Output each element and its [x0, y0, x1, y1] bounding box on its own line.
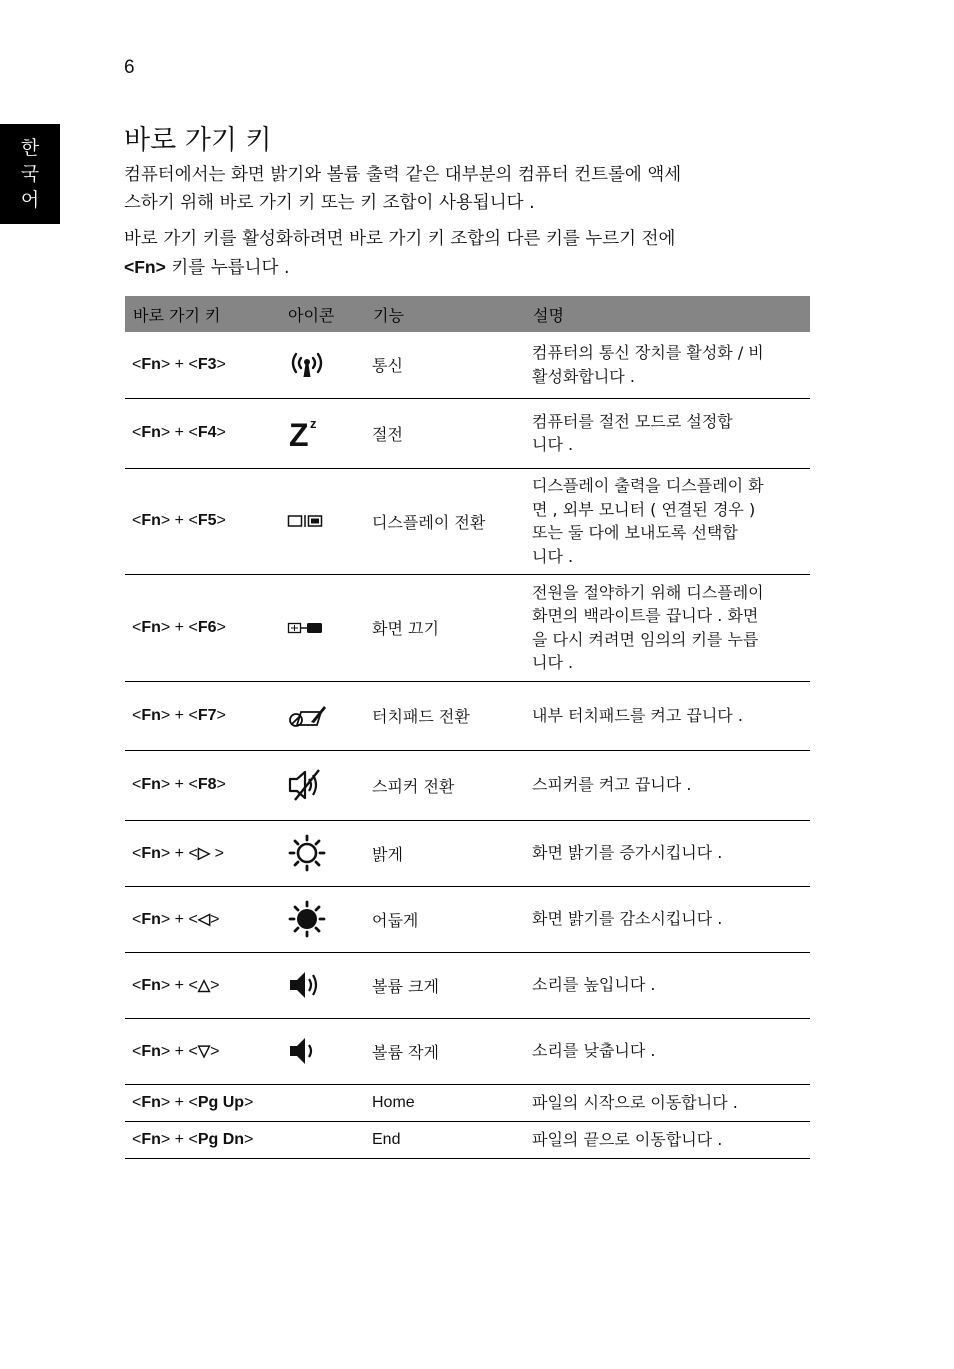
- intro-line: 스하기 위해 바로 가기 키 또는 키 조합이 사용됩니다 .: [124, 193, 535, 213]
- key-bracket: <: [132, 618, 142, 636]
- description-cell: [525, 398, 810, 468]
- function-cell: 통신: [372, 356, 403, 376]
- description-cell: [525, 1121, 810, 1158]
- key-fn: Fn: [141, 355, 161, 373]
- key-second: F8: [197, 776, 217, 793]
- key-bracket: >: [216, 424, 226, 441]
- intro-line: [124, 253, 814, 282]
- display-toggle-icon: [287, 513, 365, 529]
- touchpad-toggle-icon: [287, 702, 365, 730]
- table-row: [125, 332, 810, 398]
- key-separator: > + <: [160, 977, 198, 994]
- key-fn: Fn: [141, 776, 161, 793]
- wireless-communication-icon: [287, 349, 365, 381]
- description-line: 활성화합니다 .: [532, 366, 635, 386]
- description-line: 니다 .: [532, 435, 574, 454]
- key-second: F5: [197, 512, 217, 529]
- hotkey-cell: [125, 332, 280, 398]
- key-bracket: >: [216, 512, 226, 529]
- key-separator: > + <: [160, 618, 198, 636]
- description-line: 소리를 높입니다 .: [532, 975, 656, 995]
- intro-paragraph-1: [124, 161, 814, 217]
- key-fn: Fn: [141, 1043, 161, 1060]
- svg-text:Z: Z: [289, 417, 309, 451]
- function-cell: 절전: [372, 424, 403, 444]
- function-cell: Home: [372, 1093, 415, 1111]
- key-bracket: >: [210, 977, 220, 994]
- function-cell: 어둡게: [372, 910, 419, 930]
- key-bracket: >: [216, 776, 226, 793]
- description-cell: [525, 1018, 810, 1084]
- key-fn: Fn: [141, 845, 161, 862]
- language-tab: [0, 124, 60, 224]
- icon-cell: [280, 1121, 365, 1158]
- icon-cell: [280, 952, 365, 1018]
- table-row: [125, 1018, 810, 1084]
- key-fn: Fn: [141, 977, 161, 994]
- hotkey-cell: [125, 750, 280, 820]
- header-icon: 아이콘: [288, 305, 335, 325]
- hotkey-cell: [125, 820, 280, 886]
- description-line: 니다 .: [532, 653, 574, 672]
- icon-cell: [280, 398, 365, 468]
- sleep-icon: [287, 415, 365, 451]
- volume-down-icon: [287, 1034, 365, 1068]
- intro-line-rest: 키를 누릅니다 .: [165, 258, 290, 278]
- table-row: [125, 750, 810, 820]
- key-separator: > + <: [160, 1093, 198, 1111]
- key-bracket: <: [132, 776, 142, 793]
- key-bracket: >: [210, 845, 224, 862]
- hotkey-table: [125, 296, 810, 1159]
- table-row: [125, 820, 810, 886]
- key-second: Pg Up: [197, 1093, 245, 1111]
- key-separator: > + <: [160, 706, 198, 724]
- key-bracket: >: [210, 911, 220, 928]
- icon-cell: [280, 820, 365, 886]
- description-line: 디스플레이 출력을 디스플레이 화: [532, 476, 764, 495]
- hotkey-cell: [125, 1018, 280, 1084]
- key-bracket: <: [132, 1043, 142, 1060]
- intro-paragraph-2: [124, 225, 814, 282]
- key-bracket: <: [132, 706, 142, 724]
- key-second: ▷: [197, 845, 211, 862]
- key-second: ▽: [197, 1043, 211, 1060]
- description-cell: [525, 1084, 810, 1121]
- key-bracket: >: [210, 1043, 220, 1060]
- key-separator: > + <: [160, 845, 198, 862]
- description-line: 을 다시 켜려면 임의의 키를 누릅: [532, 629, 759, 649]
- description-line: 화면 밝기를 감소시킵니다 .: [532, 909, 723, 929]
- key-separator: > + <: [160, 911, 198, 928]
- language-tab-char: 한: [20, 137, 40, 159]
- description-line: 화면 밝기를 증가시킵니다 .: [532, 843, 723, 863]
- key-bracket: <: [132, 424, 142, 441]
- key-separator: > + <: [160, 1043, 198, 1060]
- hotkey-cell: [125, 398, 280, 468]
- page-number: 6: [124, 57, 135, 78]
- icon-cell: [280, 1084, 365, 1121]
- screen-blank-icon: [287, 620, 365, 636]
- svg-text:z: z: [310, 416, 317, 431]
- speaker-toggle-icon: [287, 768, 365, 802]
- description-line: 전원을 절약하기 위해 디스플레이: [532, 582, 764, 602]
- function-cell: 볼륨 작게: [372, 1042, 439, 1062]
- key-fn: Fn: [141, 706, 161, 724]
- icon-cell: [280, 886, 365, 952]
- description-line: 화면의 백라이트를 끕니다 . 화면: [532, 606, 759, 625]
- key-bracket: <: [132, 845, 142, 862]
- key-bracket: >: [244, 1130, 254, 1148]
- description-cell: [525, 332, 810, 398]
- hotkey-cell: [125, 1084, 280, 1121]
- function-cell: 디스플레이 전환: [372, 512, 486, 532]
- key-separator: > + <: [160, 424, 198, 441]
- hotkey-cell: [125, 1121, 280, 1158]
- key-separator: > + <: [160, 512, 198, 529]
- table-header-row: [125, 296, 810, 332]
- icon-cell: [280, 1018, 365, 1084]
- table-row: [125, 1121, 810, 1158]
- function-cell: End: [372, 1130, 401, 1148]
- function-cell: 볼륨 크게: [372, 976, 439, 996]
- key-second: F4: [197, 424, 217, 441]
- fn-key-label: <Fn>: [124, 257, 166, 277]
- description-line: 소리를 낮춥니다 .: [532, 1041, 656, 1061]
- brightness-down-icon: [287, 899, 365, 939]
- key-separator: > + <: [160, 355, 198, 373]
- header-function: 기능: [373, 305, 404, 325]
- description-cell: [525, 468, 810, 574]
- icon-cell: [280, 332, 365, 398]
- function-cell: 터치패드 전환: [372, 707, 470, 726]
- key-bracket: >: [244, 1093, 254, 1111]
- volume-up-icon: [287, 969, 365, 1001]
- description-line: 파일의 끝으로 이동합니다 .: [532, 1129, 723, 1149]
- table-row: [125, 886, 810, 952]
- key-bracket: >: [216, 355, 226, 373]
- hotkey-cell: [125, 886, 280, 952]
- table-row: [125, 681, 810, 750]
- description-line: 컴퓨터를 절전 모드로 설정합: [532, 411, 733, 431]
- hotkey-cell: [125, 574, 280, 681]
- intro-line: 컴퓨터에서는 화면 밝기와 볼륨 출력 같은 대부분의 컴퓨터 컨트롤에 액세: [124, 165, 682, 185]
- key-fn: Fn: [141, 1130, 161, 1148]
- key-separator: > + <: [160, 1130, 198, 1148]
- key-second: F6: [197, 618, 217, 636]
- description-line: 니다 .: [532, 546, 574, 566]
- function-cell: 화면 끄기: [372, 619, 439, 638]
- function-cell: 스피커 전환: [372, 776, 455, 796]
- hotkey-cell: [125, 468, 280, 574]
- icon-cell: [280, 468, 365, 574]
- table-row: [125, 574, 810, 681]
- key-bracket: <: [132, 512, 142, 529]
- key-fn: Fn: [141, 911, 161, 928]
- key-bracket: >: [216, 706, 226, 724]
- description-cell: [525, 574, 810, 681]
- icon-cell: [280, 750, 365, 820]
- header-hotkey: 바로 가기 키: [133, 305, 221, 325]
- key-fn: Fn: [141, 512, 161, 529]
- brightness-up-icon: [287, 833, 365, 873]
- table-row: [125, 468, 810, 574]
- key-second: Pg Dn: [197, 1130, 245, 1148]
- description-cell: [525, 681, 810, 750]
- key-fn: Fn: [141, 1093, 161, 1111]
- page-title: 바로 가기 키: [124, 125, 272, 156]
- key-bracket: <: [132, 911, 142, 928]
- key-second: F7: [197, 706, 217, 724]
- key-second: ◁: [197, 911, 211, 928]
- key-second: △: [197, 977, 211, 994]
- table-row: [125, 952, 810, 1018]
- description-line: 스피커를 켜고 끕니다 .: [532, 775, 692, 795]
- description-line: 내부 터치패드를 켜고 끕니다 .: [532, 705, 743, 725]
- description-cell: [525, 886, 810, 952]
- header-description: 설명: [533, 305, 564, 325]
- key-bracket: <: [132, 977, 142, 994]
- description-line: 또는 둘 다에 보내도록 선택합: [532, 523, 738, 542]
- language-tab-char: 어: [20, 189, 40, 211]
- table-row: [125, 1084, 810, 1121]
- description-cell: [525, 750, 810, 820]
- key-bracket: <: [132, 355, 142, 373]
- key-second: F3: [197, 355, 217, 373]
- description-line: 컴퓨터의 통신 장치를 활성화 / 비: [532, 343, 764, 363]
- key-bracket: <: [132, 1130, 142, 1148]
- description-cell: [525, 820, 810, 886]
- hotkey-cell: [125, 952, 280, 1018]
- key-bracket: <: [132, 1093, 142, 1111]
- key-bracket: >: [216, 618, 226, 636]
- description-cell: [525, 952, 810, 1018]
- table-row: [125, 398, 810, 468]
- description-line: 파일의 시작으로 이동합니다 .: [532, 1092, 738, 1112]
- icon-cell: [280, 574, 365, 681]
- function-cell: 밝게: [372, 844, 403, 864]
- intro-line: 바로 가기 키를 활성화하려면 바로 가기 키 조합의 다른 키를 누르기 전에: [124, 229, 676, 249]
- hotkey-cell: [125, 681, 280, 750]
- key-separator: > + <: [160, 776, 198, 793]
- key-fn: Fn: [141, 424, 161, 441]
- icon-cell: [280, 681, 365, 750]
- key-fn: Fn: [141, 618, 161, 636]
- description-line: 면 , 외부 모니터 ( 연결된 경우 ): [532, 499, 756, 519]
- language-tab-char: 국: [20, 163, 40, 185]
